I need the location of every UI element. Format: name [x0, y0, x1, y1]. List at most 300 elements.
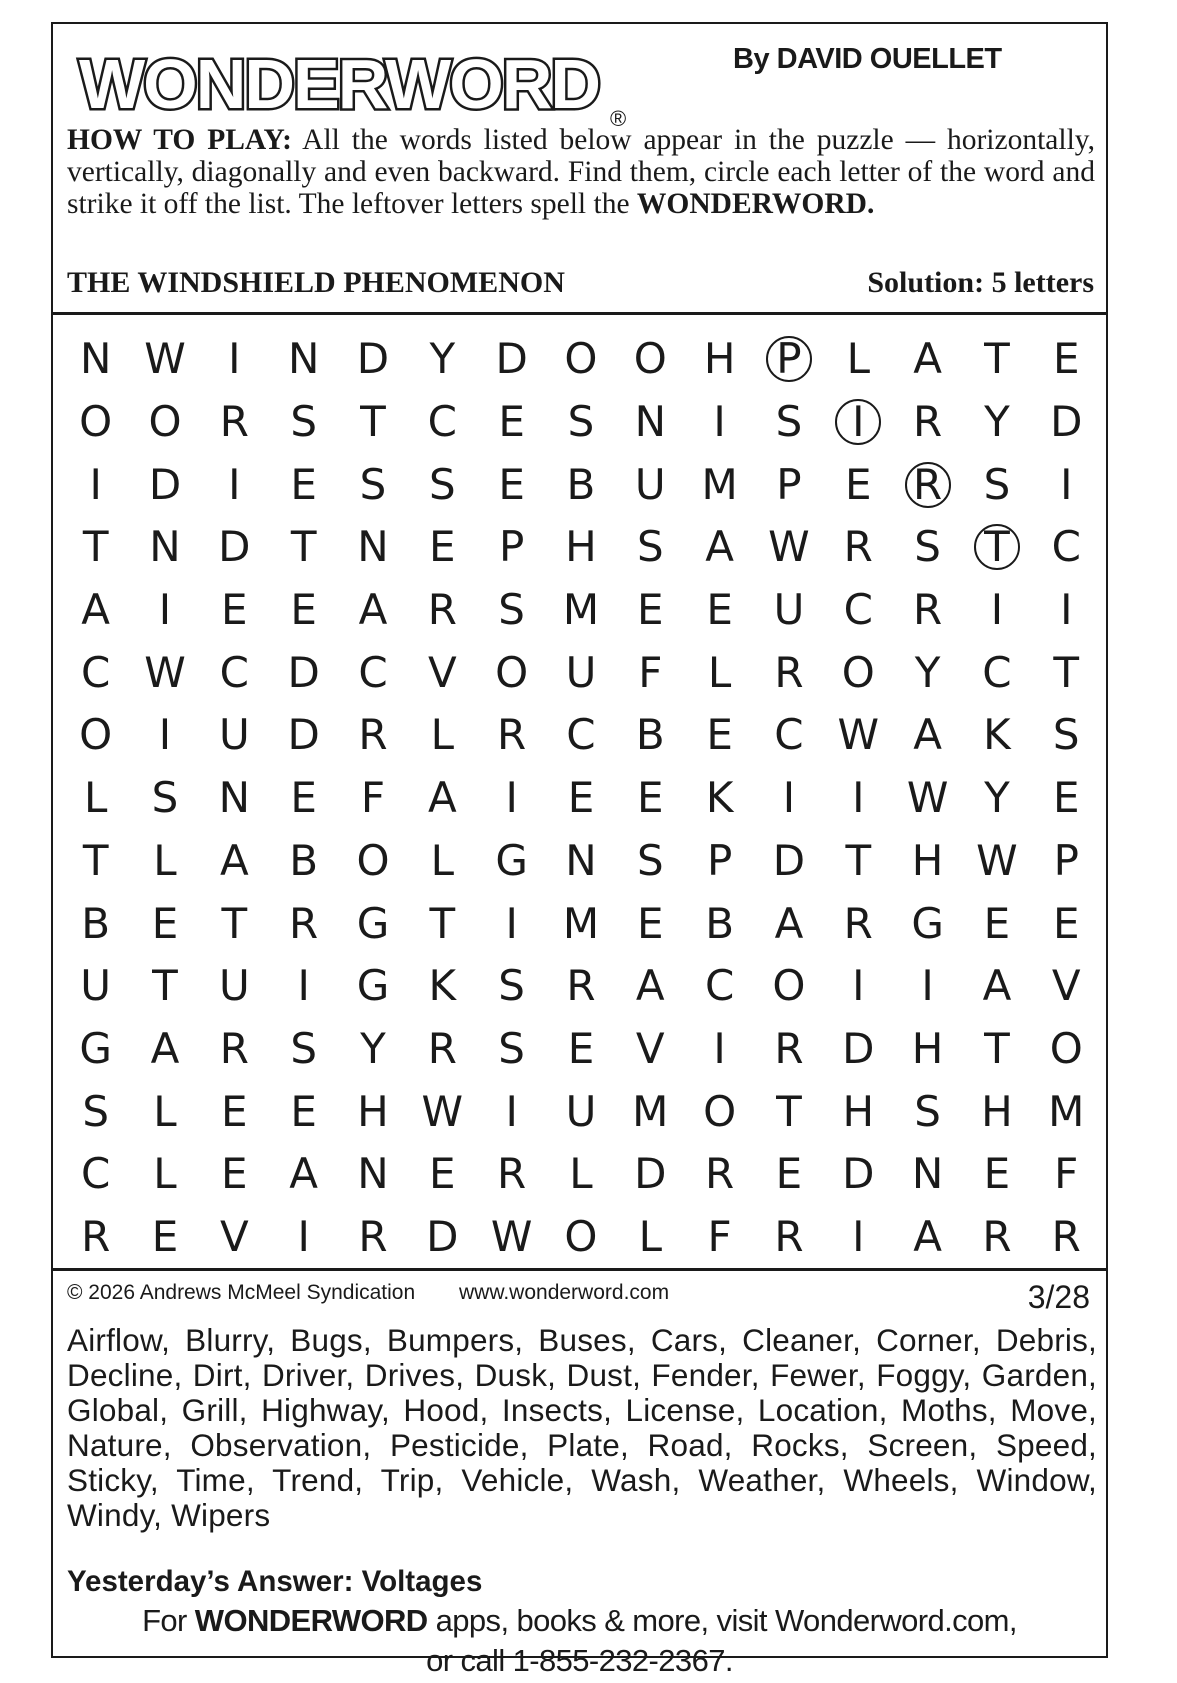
- grid-letter: I: [852, 1211, 865, 1261]
- grid-letter: S: [498, 961, 525, 1011]
- grid-cell[interactable]: [546, 454, 615, 516]
- grid-cell[interactable]: [616, 579, 685, 641]
- grid-cell[interactable]: [824, 328, 893, 390]
- grid-cell[interactable]: [130, 830, 199, 892]
- grid-cell[interactable]: [130, 893, 199, 955]
- how-to-play-end: WONDERWORD.: [636, 188, 875, 220]
- grid-cell[interactable]: [754, 516, 823, 578]
- grid-cell[interactable]: [61, 704, 130, 766]
- grid-cell[interactable]: [477, 955, 546, 1017]
- grid-cell[interactable]: [685, 1143, 754, 1205]
- grid-cell[interactable]: [408, 704, 477, 766]
- grid-letter: L: [638, 1211, 662, 1261]
- grid-cell[interactable]: [61, 642, 130, 704]
- grid-letter: C: [843, 585, 873, 635]
- grid-cell[interactable]: [685, 1206, 754, 1268]
- grid-cell[interactable]: [269, 516, 338, 578]
- grid-letter: E: [429, 1149, 456, 1199]
- grid-cell[interactable]: [893, 454, 962, 516]
- grid-cell[interactable]: [893, 1206, 962, 1268]
- grid-letter: A: [913, 710, 942, 760]
- grid-cell[interactable]: [269, 1081, 338, 1143]
- grid-cell[interactable]: [893, 579, 962, 641]
- grid-letter: S: [567, 397, 595, 447]
- grid-cell[interactable]: [477, 893, 546, 955]
- grid-cell[interactable]: [200, 767, 269, 829]
- grid-cell[interactable]: [754, 955, 823, 1017]
- grid-cell[interactable]: [61, 391, 130, 453]
- grid-letter: H: [703, 334, 736, 384]
- grid-cell[interactable]: [546, 1206, 615, 1268]
- grid-letter: W: [976, 835, 1018, 885]
- grid-cell[interactable]: [616, 642, 685, 704]
- grid-cell[interactable]: [616, 767, 685, 829]
- grid-cell[interactable]: [685, 642, 754, 704]
- grid-cell[interactable]: [685, 1081, 754, 1143]
- grid-cell[interactable]: [685, 516, 754, 578]
- grid-letter: E: [290, 773, 317, 823]
- grid-cell[interactable]: [408, 893, 477, 955]
- grid-cell[interactable]: [616, 893, 685, 955]
- grid-letter: T: [152, 961, 178, 1011]
- grid-cell[interactable]: [962, 328, 1031, 390]
- grid-cell[interactable]: [338, 1018, 407, 1080]
- grid-cell[interactable]: [546, 1018, 615, 1080]
- grid-letter: E: [706, 585, 733, 635]
- grid-cell[interactable]: [893, 391, 962, 453]
- grid-cell[interactable]: [200, 1143, 269, 1205]
- grid-cell[interactable]: [130, 1206, 199, 1268]
- grid-cell[interactable]: [754, 328, 823, 390]
- grid-cell[interactable]: [200, 1018, 269, 1080]
- grid-cell[interactable]: [477, 1143, 546, 1205]
- grid-cell[interactable]: [477, 642, 546, 704]
- grid-cell[interactable]: [408, 767, 477, 829]
- grid-cell[interactable]: [61, 1081, 130, 1143]
- grid-cell[interactable]: [546, 830, 615, 892]
- grid-letter: R: [219, 397, 249, 447]
- grid-cell[interactable]: [616, 454, 685, 516]
- grid-letter: W: [768, 522, 810, 572]
- grid-letter: T: [845, 835, 872, 885]
- grid-cell[interactable]: [824, 454, 893, 516]
- grid-cell[interactable]: [616, 391, 685, 453]
- grid-cell[interactable]: [962, 1081, 1031, 1143]
- grid-cell[interactable]: [1032, 893, 1101, 955]
- grid-cell[interactable]: [824, 516, 893, 578]
- grid-cell[interactable]: [824, 391, 893, 453]
- grid-cell[interactable]: [754, 642, 823, 704]
- grid-cell[interactable]: [685, 328, 754, 390]
- grid-letter: D: [842, 1023, 875, 1073]
- grid-cell[interactable]: [1032, 642, 1101, 704]
- grid-cell[interactable]: [61, 579, 130, 641]
- grid-cell[interactable]: [477, 454, 546, 516]
- grid-cell[interactable]: [754, 1206, 823, 1268]
- grid-cell[interactable]: [824, 579, 893, 641]
- grid-cell[interactable]: [61, 893, 130, 955]
- grid-letter: S: [636, 522, 664, 572]
- grid-cell[interactable]: [685, 893, 754, 955]
- grid-cell[interactable]: [1032, 704, 1101, 766]
- grid-cell[interactable]: [408, 830, 477, 892]
- grid-letter: W: [490, 1211, 533, 1261]
- grid-letter: L: [153, 835, 177, 885]
- grid-cell[interactable]: [754, 391, 823, 453]
- grid-cell[interactable]: [200, 516, 269, 578]
- grid-cell[interactable]: [962, 1206, 1031, 1268]
- grid-letter: S: [82, 1086, 109, 1136]
- grid-cell[interactable]: [893, 1018, 962, 1080]
- grid-cell[interactable]: [130, 642, 199, 704]
- grid-cell[interactable]: [269, 955, 338, 1017]
- grid-cell[interactable]: [546, 1143, 615, 1205]
- grid-cell[interactable]: [408, 516, 477, 578]
- grid-letter: A: [81, 585, 111, 635]
- grid-letter: R: [358, 710, 388, 760]
- grid-cell[interactable]: [200, 955, 269, 1017]
- grid-letter: P: [776, 459, 802, 509]
- grid-cell[interactable]: [200, 1206, 269, 1268]
- grid-cell[interactable]: [546, 642, 615, 704]
- grid-cell[interactable]: [1032, 454, 1101, 516]
- grid-cell[interactable]: [616, 328, 685, 390]
- grid-cell[interactable]: [408, 1206, 477, 1268]
- grid-letter: R: [219, 1023, 249, 1073]
- grid-cell[interactable]: [754, 1143, 823, 1205]
- grid-letter: C: [774, 710, 804, 760]
- grid-cell[interactable]: [130, 516, 199, 578]
- grid-letter: S: [428, 459, 456, 509]
- grid-cell[interactable]: [962, 767, 1031, 829]
- grid-letter: A: [913, 334, 942, 384]
- grid-cell[interactable]: [408, 454, 477, 516]
- grid-cell[interactable]: [200, 704, 269, 766]
- grid-cell[interactable]: [61, 767, 130, 829]
- grid-cell[interactable]: [893, 1081, 962, 1143]
- logo-registered-mark: ®: [610, 106, 627, 131]
- grid-cell[interactable]: [685, 454, 754, 516]
- grid-cell[interactable]: [130, 955, 199, 1017]
- how-to-play-label: HOW TO PLAY:: [67, 124, 292, 156]
- grid-cell[interactable]: [130, 391, 199, 453]
- grid-cell[interactable]: [130, 454, 199, 516]
- grid-cell[interactable]: [338, 391, 407, 453]
- grid-cell[interactable]: [962, 704, 1031, 766]
- grid-letter: F: [1054, 1149, 1079, 1199]
- grid-cell[interactable]: [962, 391, 1031, 453]
- grid-cell[interactable]: [200, 642, 269, 704]
- grid-cell[interactable]: [408, 955, 477, 1017]
- grid-cell[interactable]: [824, 955, 893, 1017]
- grid-cell[interactable]: [616, 704, 685, 766]
- grid-letter: P: [776, 334, 802, 384]
- grid-cell[interactable]: [61, 454, 130, 516]
- grid-cell[interactable]: [824, 642, 893, 704]
- grid-letter: U: [565, 1086, 597, 1136]
- grid-cell[interactable]: [477, 516, 546, 578]
- grid-cell[interactable]: [477, 579, 546, 641]
- grid-cell[interactable]: [1032, 955, 1101, 1017]
- grid-cell[interactable]: [893, 830, 962, 892]
- grid-letter: R: [913, 459, 943, 509]
- grid-cell[interactable]: [130, 704, 199, 766]
- grid-cell[interactable]: [269, 893, 338, 955]
- grid-cell[interactable]: [408, 579, 477, 641]
- grid-cell[interactable]: [200, 579, 269, 641]
- grid-cell[interactable]: [477, 704, 546, 766]
- grid-cell[interactable]: [338, 516, 407, 578]
- grid-cell[interactable]: [338, 1081, 407, 1143]
- grid-cell[interactable]: [269, 1143, 338, 1205]
- grid-cell[interactable]: [338, 1206, 407, 1268]
- grid-cell[interactable]: [408, 642, 477, 704]
- grid-cell[interactable]: [1032, 516, 1101, 578]
- word-list: Airflow, Blurry, Bugs, Bumpers, Buses, Cars, Cleaner, Corner, Debris, Decline, Dirt, Driver, Drives, Dusk, Dust, Fender, Fewer, Foggy, Garden, Global, Grill, Highway, Hood, Insects, License, Location, Moths, Move, Nature, Observation, Pesticide, Plate, Road, Rocks, Screen, Speed, Sticky, Time, Trend, Trip, Vehicle, Wash, Weather, Wheels, Window, Windy, Wipers: [67, 1322, 1097, 1533]
- grid-cell[interactable]: [754, 704, 823, 766]
- grid-cell[interactable]: [477, 767, 546, 829]
- promo-pre: For: [142, 1603, 187, 1638]
- grid-cell[interactable]: [408, 1018, 477, 1080]
- grid-cell[interactable]: [754, 579, 823, 641]
- grid-cell[interactable]: [824, 1206, 893, 1268]
- grid-cell[interactable]: [616, 955, 685, 1017]
- grid-cell[interactable]: [616, 516, 685, 578]
- grid-cell[interactable]: [338, 328, 407, 390]
- grid-letter: L: [153, 1149, 177, 1199]
- grid-cell[interactable]: [962, 454, 1031, 516]
- grid-cell[interactable]: [893, 328, 962, 390]
- grid-cell[interactable]: [130, 1018, 199, 1080]
- grid-cell[interactable]: [1032, 328, 1101, 390]
- grid-cell[interactable]: [1032, 579, 1101, 641]
- grid-cell[interactable]: [1032, 1206, 1101, 1268]
- grid-letter: W: [906, 773, 949, 823]
- grid-cell[interactable]: [408, 1143, 477, 1205]
- grid-cell[interactable]: [200, 328, 269, 390]
- grid-cell[interactable]: [546, 955, 615, 1017]
- grid-cell[interactable]: [685, 955, 754, 1017]
- grid-cell[interactable]: [893, 516, 962, 578]
- grid-cell[interactable]: [338, 704, 407, 766]
- grid-cell[interactable]: [269, 579, 338, 641]
- grid-letter: K: [983, 710, 1011, 760]
- grid-cell[interactable]: [338, 955, 407, 1017]
- grid-cell[interactable]: [546, 579, 615, 641]
- grid-cell[interactable]: [685, 579, 754, 641]
- grid-cell[interactable]: [200, 1081, 269, 1143]
- grid-cell[interactable]: [269, 642, 338, 704]
- grid-cell[interactable]: [269, 1206, 338, 1268]
- grid-letter: N: [634, 397, 666, 447]
- grid-letter: H: [981, 1086, 1013, 1136]
- grid-cell[interactable]: [61, 328, 130, 390]
- grid-cell[interactable]: [893, 1143, 962, 1205]
- grid-cell[interactable]: [962, 1018, 1031, 1080]
- grid-cell[interactable]: [616, 1018, 685, 1080]
- grid-cell[interactable]: [546, 893, 615, 955]
- grid-cell[interactable]: [61, 516, 130, 578]
- grid-cell[interactable]: [546, 704, 615, 766]
- grid-cell[interactable]: [824, 704, 893, 766]
- grid-cell[interactable]: [685, 391, 754, 453]
- grid-letter: L: [707, 647, 732, 697]
- puzzle-header: [53, 24, 1106, 315]
- grid-row: [61, 1206, 1101, 1269]
- grid-cell[interactable]: [754, 893, 823, 955]
- grid-cell[interactable]: [477, 391, 546, 453]
- grid-cell[interactable]: [824, 893, 893, 955]
- grid-cell[interactable]: [1032, 1081, 1101, 1143]
- grid-cell[interactable]: [338, 579, 407, 641]
- grid-cell[interactable]: [61, 955, 130, 1017]
- grid-letter: A: [913, 1211, 942, 1261]
- grid-cell[interactable]: [754, 830, 823, 892]
- grid-cell[interactable]: [477, 830, 546, 892]
- grid-cell[interactable]: [200, 893, 269, 955]
- grid-cell[interactable]: [408, 1081, 477, 1143]
- grid-cell[interactable]: [616, 1081, 685, 1143]
- grid-letter: H: [565, 522, 597, 572]
- grid-letter: D: [287, 710, 320, 760]
- grid-letter: T: [290, 522, 317, 572]
- grid-cell[interactable]: [962, 1143, 1031, 1205]
- grid-cell[interactable]: [616, 1143, 685, 1205]
- grid-cell[interactable]: [338, 642, 407, 704]
- grid-cell[interactable]: [962, 642, 1031, 704]
- grid-cell[interactable]: [338, 454, 407, 516]
- grid-row: [61, 1143, 1101, 1206]
- grid-cell[interactable]: [893, 642, 962, 704]
- grid-cell[interactable]: [616, 1206, 685, 1268]
- grid-cell[interactable]: [130, 579, 199, 641]
- grid-letter: R: [982, 1211, 1012, 1261]
- grid-cell[interactable]: [61, 1206, 130, 1268]
- grid-cell[interactable]: [546, 1081, 615, 1143]
- grid-cell[interactable]: [269, 391, 338, 453]
- grid-cell[interactable]: [477, 1081, 546, 1143]
- grid-cell[interactable]: [754, 1081, 823, 1143]
- grid-cell[interactable]: [408, 328, 477, 390]
- grid-letter: T: [984, 334, 1010, 384]
- grid-letter: N: [218, 773, 251, 823]
- grid-row: [61, 328, 1101, 391]
- grid-cell[interactable]: [130, 1081, 199, 1143]
- grid-cell[interactable]: [1032, 830, 1101, 892]
- grid-letter: O: [495, 647, 529, 697]
- grid-cell[interactable]: [200, 830, 269, 892]
- grid-cell[interactable]: [130, 328, 199, 390]
- grid-letter: C: [704, 961, 735, 1011]
- grid-cell[interactable]: [130, 1143, 199, 1205]
- grid-letter: E: [567, 773, 595, 823]
- grid-cell[interactable]: [546, 391, 615, 453]
- grid-cell[interactable]: [200, 391, 269, 453]
- grid-letter: D: [426, 1211, 459, 1261]
- grid-letter: C: [427, 397, 457, 447]
- grid-cell[interactable]: [200, 454, 269, 516]
- grid-cell[interactable]: [754, 767, 823, 829]
- grid-cell[interactable]: [269, 704, 338, 766]
- grid-cell[interactable]: [893, 767, 962, 829]
- grid-cell[interactable]: [61, 1143, 130, 1205]
- grid-cell[interactable]: [477, 1206, 546, 1268]
- grid-letter: Y: [984, 773, 1010, 823]
- grid-letter: R: [289, 898, 319, 948]
- grid-cell[interactable]: [824, 1143, 893, 1205]
- grid-cell[interactable]: [1032, 1018, 1101, 1080]
- grid-cell[interactable]: [685, 767, 754, 829]
- grid-letter: O: [148, 397, 182, 447]
- grid-cell[interactable]: [824, 1081, 893, 1143]
- grid-cell[interactable]: [546, 767, 615, 829]
- grid-cell[interactable]: [269, 454, 338, 516]
- grid-cell[interactable]: [130, 767, 199, 829]
- grid-letter: T: [82, 522, 109, 572]
- grid-cell[interactable]: [754, 454, 823, 516]
- grid-cell[interactable]: [962, 516, 1031, 578]
- grid-letter: I: [921, 961, 934, 1011]
- grid-cell[interactable]: [824, 767, 893, 829]
- grid-letter: E: [221, 1149, 248, 1199]
- grid-cell[interactable]: [893, 893, 962, 955]
- grid-cell[interactable]: [685, 1018, 754, 1080]
- grid-cell[interactable]: [1032, 767, 1101, 829]
- grid-cell[interactable]: [269, 767, 338, 829]
- grid-letter: S: [359, 459, 387, 509]
- grid-cell[interactable]: [962, 893, 1031, 955]
- grid-cell[interactable]: [893, 704, 962, 766]
- grid-cell[interactable]: [269, 328, 338, 390]
- promo: [53, 1601, 1106, 1681]
- grid-cell[interactable]: [546, 516, 615, 578]
- grid-cell[interactable]: [338, 830, 407, 892]
- grid-letter: M: [562, 585, 600, 635]
- grid-cell[interactable]: [1032, 1143, 1101, 1205]
- grid-letter: B: [635, 710, 665, 760]
- grid-cell[interactable]: [338, 1143, 407, 1205]
- grid-cell[interactable]: [338, 767, 407, 829]
- grid-cell[interactable]: [685, 704, 754, 766]
- grid-cell[interactable]: [546, 328, 615, 390]
- grid-cell[interactable]: [893, 955, 962, 1017]
- grid-letter: G: [356, 898, 390, 948]
- grid-cell[interactable]: [61, 1018, 130, 1080]
- grid-cell[interactable]: [477, 1018, 546, 1080]
- grid-cell[interactable]: [962, 955, 1031, 1017]
- grid-letter: P: [498, 522, 525, 572]
- grid-cell[interactable]: [824, 830, 893, 892]
- grid-cell[interactable]: [824, 1018, 893, 1080]
- grid-cell[interactable]: [962, 830, 1031, 892]
- grid-letter: N: [149, 522, 181, 572]
- letter-grid: [61, 328, 1101, 1268]
- grid-cell[interactable]: [338, 893, 407, 955]
- grid-cell[interactable]: [477, 328, 546, 390]
- grid-cell[interactable]: [962, 579, 1031, 641]
- grid-cell[interactable]: [1032, 391, 1101, 453]
- grid-cell[interactable]: [61, 830, 130, 892]
- grid-letter: D: [495, 334, 528, 384]
- grid-letter: R: [774, 1023, 804, 1073]
- grid-cell[interactable]: [269, 830, 338, 892]
- grid-letter: T: [1053, 647, 1080, 697]
- grid-cell[interactable]: [408, 391, 477, 453]
- grid-cell[interactable]: [269, 1018, 338, 1080]
- grid-cell[interactable]: [685, 830, 754, 892]
- grid-cell[interactable]: [754, 1018, 823, 1080]
- grid-cell[interactable]: [616, 830, 685, 892]
